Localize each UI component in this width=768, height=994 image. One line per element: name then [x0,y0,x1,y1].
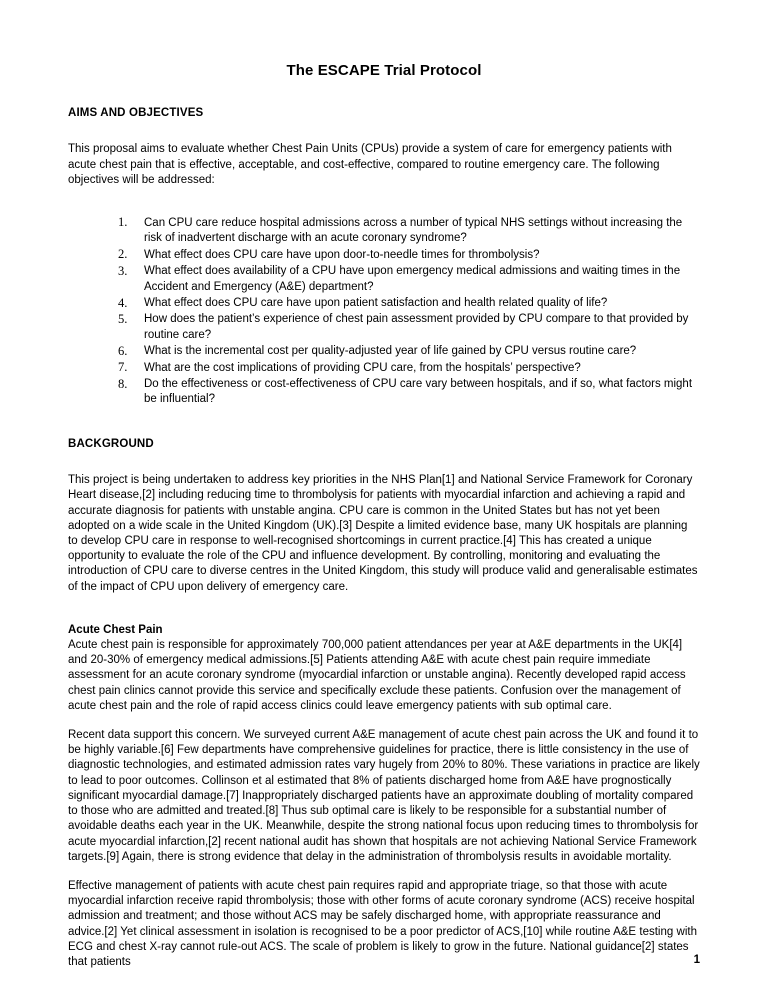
list-item: What effect does CPU care have upon door-to-needle times for thrombolysis? [144,248,540,261]
spacer-before-acute-chest-pain [68,609,700,623]
section-heading-aims-and-objectives: AIMS AND OBJECTIVES [68,107,204,119]
spacer-before-objectives [68,202,700,216]
page-title: The ESCAPE Trial Protocol [286,62,482,79]
section-heading-background: BACKGROUND [68,437,154,450]
acute-chest-pain-paragraph-1: Acute chest pain is responsible for approximately 700,000 patient attendances per year at A&E departments in the UK[4] and 20-30% of emergency medical admissions.[5] Patients attending A&E with acute chest pain require immediate assessment for an acute coronary syndrome (myocardial infarction or unstable angina). Recently developed rapid access chest pain clinics cannot provide this service and specifically exclude these patients. Confusion over the management of acute chest pain and the role of rapid access clinics could leave emergency patients with sub optimal care. [68,639,686,712]
subsection-heading-acute-chest-pain: Acute Chest Pain [68,623,163,636]
list-item: Can CPU care reduce hospital admissions across a number of typical NHS settings without increasing the risk of inadvertent discharge with an acute coronary syndrome? [144,216,683,245]
spacer-before-background [68,423,700,437]
spacer-after-objectives [68,409,700,423]
list-item: How does the patient’s experience of chest pain assessment provided by CPU compare to that provided by routine care? [144,313,689,341]
aims-intro-paragraph: This proposal aims to evaluate whether Chest Pain Units (CPUs) provide a system of care for emergency patients with acute chest pain that is effective, acceptable, and cost-effective, compared to routine emergency care. The following objectives will be addressed: [68,143,672,186]
acute-chest-pain-paragraph-2: Recent data support this concern. We surveyed current A&E management of acute chest pain across the UK and found it to be highly variable.[6] Few departments have comprehensive guidelines for practice, there is little consistency in the use of diagnostic technologies, and estimated admission rates vary hugely from 20% to 80%. These variations in practice are likely to lead to poor outcomes. Collinson et al estimated that 8% of patients discharged home from A&E have prognostically significant myocardial damage.[7] Inappropriately discharged patients have an approximate doubling of mortality compared to those who are admitted and treated.[8] Thus sub optimal care is likely to be responsible for a substantial number of avoidable deaths each year in the UK. Meanwhile, despite the strong national focus upon reducing times to thrombolysis for acute myocardial infarction,[2] recent national audit has shown that hospitals are not achieving National Service Framework targets.[9] Again, there is strong evidence that delay in the administration of thrombolysis results in avoidable mortality. [68,729,700,863]
background-paragraph-1: This project is being undertaken to address key priorities in the NHS Plan[1] and National Service Framework for Coronary Heart disease,[2] including reducing time to thrombolysis for patients with myocardial infarction and achieving a rapid and accurate diagnosis for patients with unstable angina. CPU care is common in the United States but has not yet been adopted on a wide scale in the United Kingdom (UK).[3] Despite a limited evidence base, many UK hospitals are planning to develop CPU care in response to well-recognised shortcomings in current practice.[4] This has created a unique opportunity to evaluate the role of the CPU and influence development. By controlling, monitoring and evaluating the introduction of CPU care to diverse centres in the United Kingdom, this study will produce valid and generalisable estimates of the impact of CPU upon delivery of emergency care. [68,474,698,593]
acute-chest-pain-paragraph-3: Effective management of patients with acute chest pain requires rapid and appropriate triage, so that those with acute myocardial infarction receive rapid thrombolysis; those with other forms of acute coronary syndrome (ACS) receive hospital admission and treatment; and those without ACS may be safely discharged home, with appropriate reassurance and advice.[2] Yet clinical assessment in isolation is recognised to be a poor predictor of ACS,[10] while routine A&E testing with ECG and chest X-ray cannot rule-out ACS. The scale of problem is likely to grow in the future. National guidance[2] states that patients [68,879,697,968]
list-item: Do the effectiveness or cost-effectiveness of CPU care vary between hospitals, and if so, what factors might be influential? [144,378,693,406]
list-item: What effect does availability of a CPU have upon emergency medical admissions and waiting times in the Accident and Emergency (A&E) department? [144,265,681,293]
list-item: What effect does CPU care have upon patient satisfaction and health related quality of life? [144,297,608,310]
page-number: 1 [693,953,700,966]
objectives-list [68,216,700,408]
list-item: What are the cost implications of providing CPU care, from the hospitals’ perspective? [144,361,581,374]
list-item: What is the incremental cost per quality-adjusted year of life gained by CPU versus routine care? [144,345,637,358]
